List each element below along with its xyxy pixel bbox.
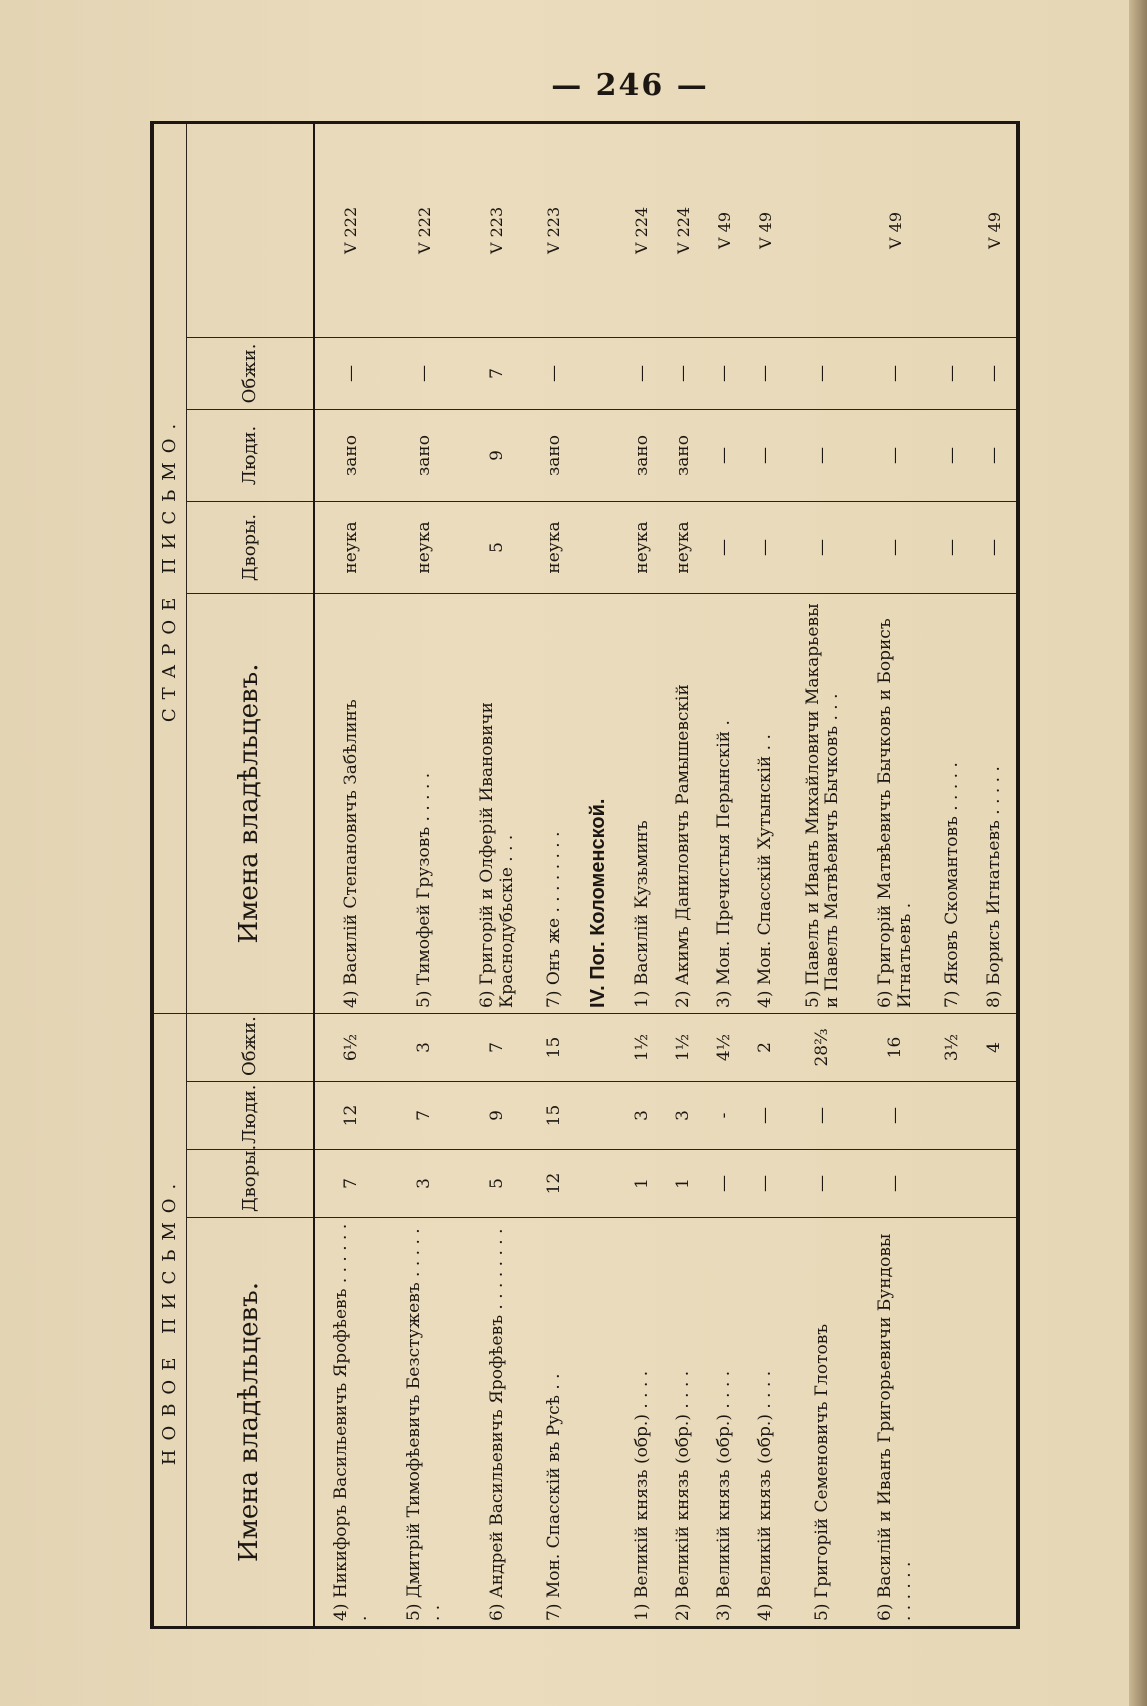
old-letter-header: СТАРОЕ ПИСЬМО. — [152, 122, 187, 1013]
reference-value: V 223 — [461, 122, 534, 337]
old-lyudi-header: Люди. — [187, 409, 315, 501]
old-dvory-value: неука — [314, 501, 388, 593]
old-owner-name: 6) Григорій Матвѣевичъ Бычковъ и Борисъ Игнатьевъ . — [860, 593, 933, 1013]
new-obzhi-value: 6½ — [314, 1013, 388, 1081]
old-owner-name: 5) Павелъ и Иванъ Михайловичи Макарьевы и Павелъ Матвѣевичъ Бычковъ . . . — [787, 593, 860, 1013]
old-dvory-value: неука — [388, 501, 461, 593]
old-dvory-value: — — [704, 501, 745, 593]
new-names-header: Имена владѣльцевъ. — [187, 1218, 315, 1628]
section-spacer — [575, 122, 622, 337]
old-obzhi-value: — — [534, 337, 575, 409]
new-lyudi-value: — — [787, 1082, 860, 1150]
old-names-header: Имена владѣльцевъ. — [187, 593, 315, 1013]
old-obzhi-value: — — [704, 337, 745, 409]
old-lyudi-value: зано — [388, 409, 461, 501]
old-dvory-value: — — [860, 501, 933, 593]
old-dvory-value: — — [932, 501, 973, 593]
new-lyudi-header: Люди. — [187, 1082, 315, 1150]
old-owner-name: 6) Григорій и Олферій Ивановичи Краснодубьскіе . . . — [461, 593, 534, 1013]
section-spacer — [575, 1013, 622, 1081]
table-row — [746, 122, 787, 1627]
old-lyudi-value: зано — [663, 409, 704, 501]
old-lyudi-value: — — [932, 409, 973, 501]
new-lyudi-value — [973, 1082, 1018, 1150]
new-dvory-value: 3 — [388, 1150, 461, 1218]
old-dvory-value: — — [746, 501, 787, 593]
new-obzhi-value: 15 — [534, 1013, 575, 1081]
old-lyudi-value: зано — [314, 409, 388, 501]
new-owner-name: 5) Дмитрій Тимофѣевичъ Безстужевъ . . . . . . . — [388, 1218, 461, 1628]
old-obzhi-value: — — [932, 337, 973, 409]
old-dvory-value: — — [787, 501, 860, 593]
new-owner-name: 6) Андрей Васильевичъ Ярофѣевъ . . . . . . . . — [461, 1218, 534, 1628]
reference-value: V 49 — [860, 122, 933, 337]
old-lyudi-value: зано — [534, 409, 575, 501]
table-row — [663, 122, 704, 1627]
new-dvory-header: Дворы. — [187, 1150, 315, 1218]
new-obzhi-value: 1½ — [663, 1013, 704, 1081]
section-heading-row — [575, 122, 622, 1627]
new-owner-name: 3) Великій князь (обр.) . . . . — [704, 1218, 745, 1628]
new-dvory-value: 12 — [534, 1150, 575, 1218]
new-owner-name — [973, 1218, 1018, 1628]
old-owner-name: 8) Борисъ Игнатьевъ . . . . . — [973, 593, 1018, 1013]
new-lyudi-value: 15 — [534, 1082, 575, 1150]
reference-header — [187, 122, 315, 337]
old-owner-name: 4) Василій Степановичъ Забѣлинъ — [314, 593, 388, 1013]
reference-value: V 222 — [314, 122, 388, 337]
reference-value — [932, 122, 973, 337]
table-row — [973, 122, 1018, 1627]
old-lyudi-value: — — [746, 409, 787, 501]
new-owner-name: 7) Мон. Спасскій въ Русѣ . . — [534, 1218, 575, 1628]
section-spacer — [575, 1082, 622, 1150]
new-obzhi-value: 7 — [461, 1013, 534, 1081]
old-obzhi-value: — — [388, 337, 461, 409]
new-owner-name: 2) Великій князь (обр.) . . . . — [663, 1218, 704, 1628]
new-dvory-value — [973, 1150, 1018, 1218]
table-row — [932, 122, 973, 1627]
old-owner-name: 4) Мон. Спасскій Хутынскій . . — [746, 593, 787, 1013]
section-title: IV. Пог. Коломенской. — [575, 593, 622, 1013]
new-lyudi-value: — — [746, 1082, 787, 1150]
new-obzhi-value: 4½ — [704, 1013, 745, 1081]
old-dvory-value: 5 — [461, 501, 534, 593]
old-dvory-value: неука — [622, 501, 663, 593]
old-obzhi-value: 7 — [461, 337, 534, 409]
book-spine — [1129, 0, 1147, 1706]
new-owner-name: 6) Василій и Иванъ Григорьевичи Бундовы . . . . . . — [860, 1218, 933, 1628]
old-owner-name: 3) Мон. Пречистыя Перынскій . — [704, 593, 745, 1013]
reference-value: V 49 — [973, 122, 1018, 337]
new-lyudi-value: 12 — [314, 1082, 388, 1150]
old-lyudi-value: — — [787, 409, 860, 501]
new-dvory-value: — — [860, 1150, 933, 1218]
table-row — [787, 122, 860, 1627]
table-row — [388, 122, 461, 1627]
old-dvory-value: — — [973, 501, 1018, 593]
reference-value: V 223 — [534, 122, 575, 337]
new-dvory-value — [932, 1150, 973, 1218]
old-lyudi-value: — — [973, 409, 1018, 501]
old-lyudi-value: — — [860, 409, 933, 501]
new-owner-name: 4) Великій князь (обр.) . . . . — [746, 1218, 787, 1628]
section-spacer — [575, 409, 622, 501]
new-dvory-value: — — [704, 1150, 745, 1218]
new-owner-name: 1) Великій князь (обр.) . . . . — [622, 1218, 663, 1628]
new-obzhi-value: 3 — [388, 1013, 461, 1081]
table-row — [622, 122, 663, 1627]
new-lyudi-value: 3 — [663, 1082, 704, 1150]
section-spacer — [575, 337, 622, 409]
old-owner-name: 1) Василій Кузьминъ — [622, 593, 663, 1013]
reference-value: V 224 — [622, 122, 663, 337]
reference-value: V 224 — [663, 122, 704, 337]
new-owner-name: 5) Григорій Семеновичъ Глотовъ — [787, 1218, 860, 1628]
old-lyudi-value: — — [704, 409, 745, 501]
section-spacer — [575, 1218, 622, 1628]
section-spacer — [575, 1150, 622, 1218]
table-body — [314, 122, 1018, 1627]
old-lyudi-value: зано — [622, 409, 663, 501]
old-obzhi-header: Обжи. — [187, 337, 315, 409]
old-obzhi-value: — — [746, 337, 787, 409]
new-owner-name: 4) Никифоръ Васильевичъ Ярофѣевъ . . . . . . . — [314, 1218, 388, 1628]
new-dvory-value: 1 — [663, 1150, 704, 1218]
old-dvory-value: неука — [663, 501, 704, 593]
old-owner-name: 2) Акимъ Даниловичъ Рамышевскій — [663, 593, 704, 1013]
table-row — [314, 122, 388, 1627]
new-dvory-value: — — [787, 1150, 860, 1218]
new-lyudi-value: — — [860, 1082, 933, 1150]
old-owner-name: 7) Онъ же . . . . . . . . — [534, 593, 575, 1013]
reference-value: V 49 — [746, 122, 787, 337]
old-obzhi-value: — — [860, 337, 933, 409]
table-row — [534, 122, 575, 1627]
new-dvory-value: 1 — [622, 1150, 663, 1218]
new-obzhi-value: 28⅔ — [787, 1013, 860, 1081]
old-obzhi-value: — — [787, 337, 860, 409]
old-obzhi-value: — — [314, 337, 388, 409]
new-obzhi-value: 2 — [746, 1013, 787, 1081]
section-spacer — [575, 501, 622, 593]
old-lyudi-value: 9 — [461, 409, 534, 501]
new-obzhi-header: Обжи. — [187, 1013, 315, 1081]
new-lyudi-value: 3 — [622, 1082, 663, 1150]
reference-value: V 49 — [704, 122, 745, 337]
new-lyudi-value: 9 — [461, 1082, 534, 1150]
new-lyudi-value: - — [704, 1082, 745, 1150]
reference-value: V 222 — [388, 122, 461, 337]
old-dvory-header: Дворы. — [187, 501, 315, 593]
reference-value — [787, 122, 860, 337]
new-dvory-value: 5 — [461, 1150, 534, 1218]
new-dvory-value: — — [746, 1150, 787, 1218]
table-row — [860, 122, 933, 1627]
new-dvory-value: 7 — [314, 1150, 388, 1218]
new-obzhi-value: 3½ — [932, 1013, 973, 1081]
new-lyudi-value — [932, 1082, 973, 1150]
new-obzhi-value: 4 — [973, 1013, 1018, 1081]
new-obzhi-value: 16 — [860, 1013, 933, 1081]
old-owner-name: 7) Яковъ Скомантовъ . . . . . — [932, 593, 973, 1013]
land-registry-table — [150, 121, 1020, 1629]
new-owner-name — [932, 1218, 973, 1628]
old-obzhi-value: — — [973, 337, 1018, 409]
new-lyudi-value: 7 — [388, 1082, 461, 1150]
old-obzhi-value: — — [622, 337, 663, 409]
page-number: — 246 — — [551, 68, 709, 103]
new-obzhi-value: 1½ — [622, 1013, 663, 1081]
table-row — [461, 122, 534, 1627]
table-row — [704, 122, 745, 1627]
old-dvory-value: неука — [534, 501, 575, 593]
old-obzhi-value: — — [663, 337, 704, 409]
rotated-table-wrapper — [150, 124, 1020, 1629]
new-letter-header: НОВОЕ ПИСЬМО. — [152, 1013, 187, 1627]
old-owner-name: 5) Тимофей Грузовъ . . . . . — [388, 593, 461, 1013]
